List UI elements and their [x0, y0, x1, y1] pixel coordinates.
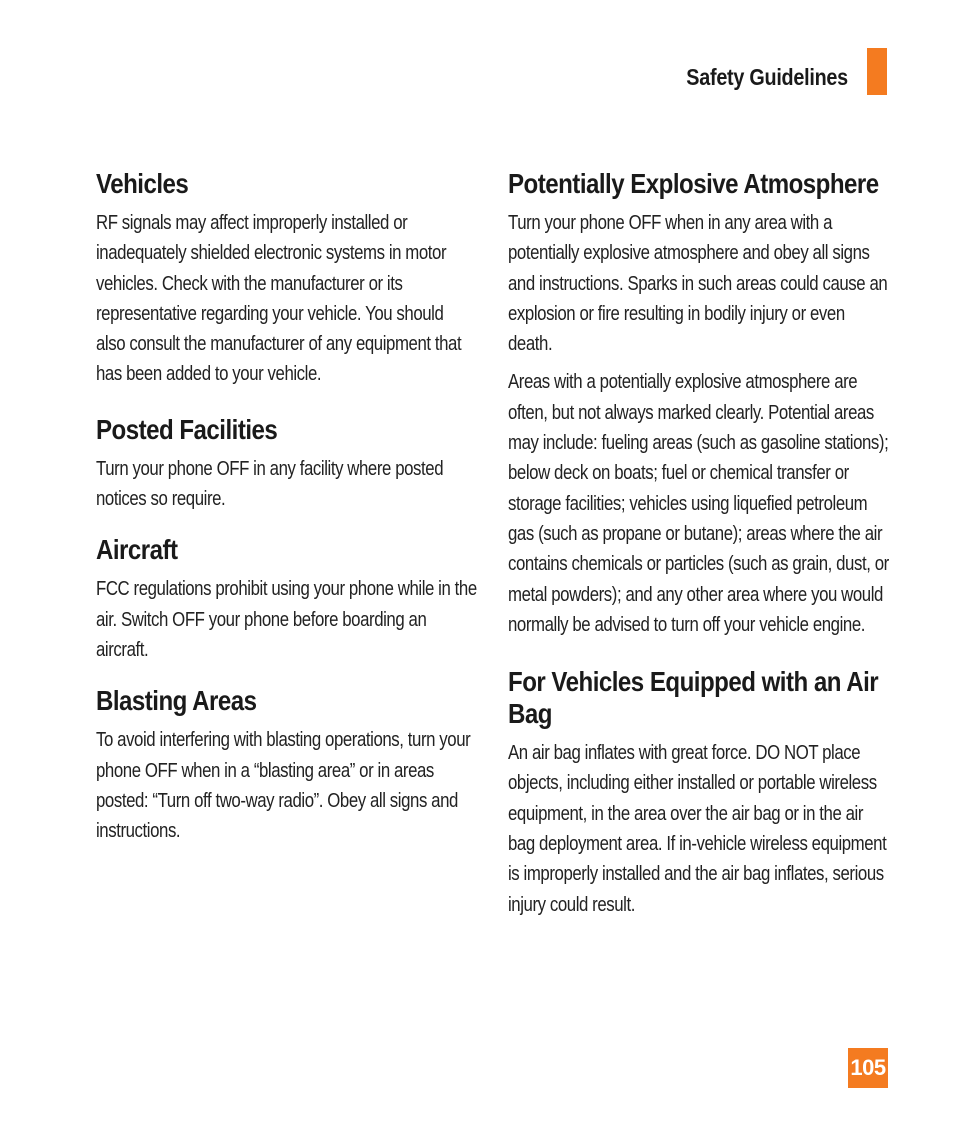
left-column: [96, 168, 476, 868]
page-number-badge: 105: [848, 1048, 888, 1088]
section-heading: Blasting Areas: [96, 685, 257, 717]
section-paragraph: FCC regulations prohibit using your phone while in the air. Switch OFF your phone before boarding an aircraft.: [96, 578, 477, 661]
section-heading: Vehicles: [96, 168, 189, 199]
section-paragraph: RF signals may affect improperly installed or inadequately shielded electronic systems in motor vehicles. Check with the manufacturer or its representative regarding your vehicle. You should also consult the manufacturer of any equipment that has been added to your vehicle.: [96, 212, 462, 386]
section-explosive-atmosphere: [508, 168, 888, 640]
section-paragraph: Turn your phone OFF in any facility where posted notices so require.: [96, 457, 444, 511]
section-vehicles: [96, 168, 476, 390]
section-paragraph: Turn your phone OFF when in any area with a potentially explosive atmosphere and obey all signs and instructions. Sparks in such areas could cause an explosion or fire resulting in bodily injury or even death.: [508, 212, 888, 356]
section-heading: Potentially Explosive Atmosphere: [508, 168, 879, 199]
section-paragraph: Areas with a potentially explosive atmosphere are often, but not always marked clearly. Potential areas may include: fueling areas (such as gasoline stations); below deck on boats; fuel or chemical transfer or storage facilities; vehicles using liquefied petroleum gas (such as propane or butane); areas where the air contains chemicals or particles (such as grain, dust, or metal powders); and any other area where you would normally be advised to turn off your vehicle engine.: [508, 371, 889, 636]
right-column: [508, 168, 888, 942]
section-heading: For Vehicles Equipped with an Air Bag: [508, 666, 879, 730]
section-paragraph: To avoid interfering with blasting operations, turn your phone OFF when in a “blasting area” or in areas posted: “Turn off two-way radio”. Obey all signs and instructions.: [96, 729, 471, 843]
section-heading: Posted Facilities: [96, 413, 278, 445]
header-accent-bar: [867, 48, 887, 95]
page-header-title: Safety Guidelines: [686, 64, 848, 90]
section-aircraft: [96, 534, 476, 665]
section-paragraph: An air bag inflates with great force. DO NOT place objects, including either installed or portable wireless equipment, in the area over the air bag or in the air bag deployment area. If in-vehicle wireless equipment is improperly installed and the air bag inflates, serious injury could result.: [508, 742, 887, 916]
section-air-bag: [508, 666, 888, 920]
section-posted-facilities: [96, 414, 476, 515]
section-heading: Aircraft: [96, 534, 178, 566]
section-blasting-areas: [96, 685, 476, 846]
